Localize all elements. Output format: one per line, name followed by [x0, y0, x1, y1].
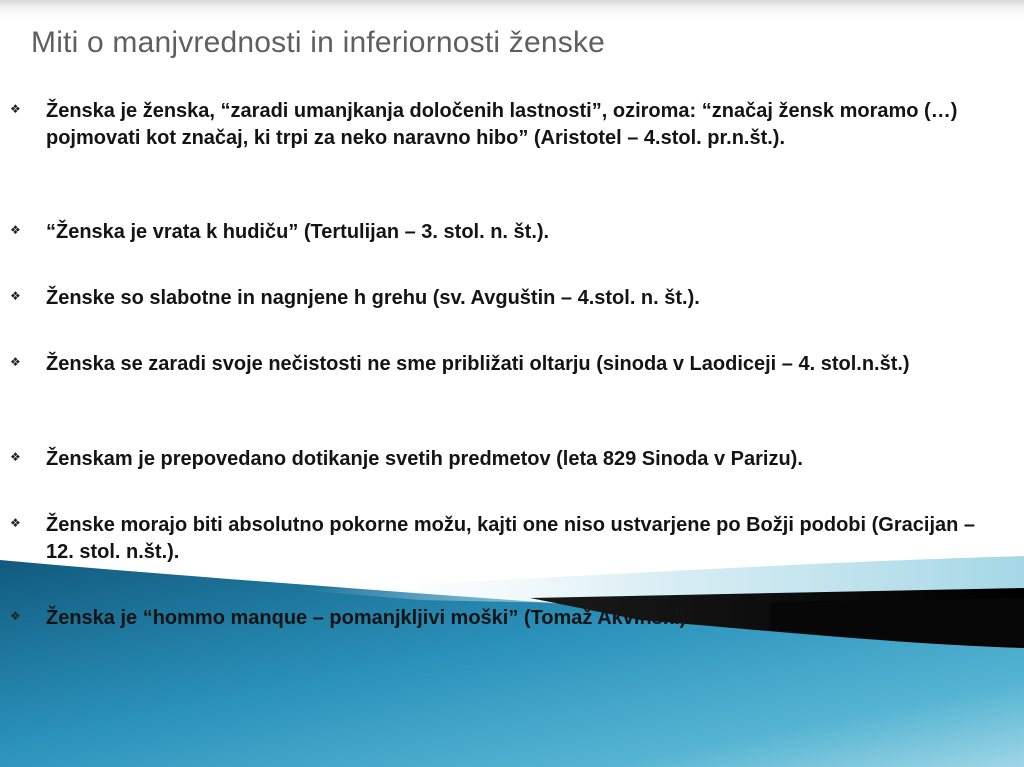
bullet-text: Ženska je “hommo manque – pomanjkljivi moški” (Tomaž Akvinski).	[46, 607, 692, 629]
bullet-item-3	[10, 285, 996, 312]
diamond-dots-icon: ❖	[10, 450, 21, 464]
bullet-text: Ženska se zaradi svoje nečistosti ne sme približati oltarju (sinoda v Laodiceji – 4. stol.n.št.)	[46, 353, 910, 375]
bullet-text: Ženske morajo biti absolutno pokorne možu, kajti one niso ustvarjene po Božji podobi (Gracijan – 12. stol. n.št.).	[46, 514, 976, 563]
bullet-item-1	[10, 98, 996, 152]
slide-title: Miti o manjvrednosti in inferiornosti ženske	[31, 26, 606, 59]
diamond-dots-icon: ❖	[10, 609, 21, 623]
bullet-text: Ženskam je prepovedano dotikanje svetih predmetov (leta 829 Sinoda v Parizu).	[46, 448, 803, 470]
diamond-dots-icon: ❖	[10, 102, 21, 116]
bullet-text: Ženska je ženska, “zaradi umanjkanja določenih lastnosti”, oziroma: “značaj žensk moramo (…) pojmovati kot značaj, ki trpi za neko naravno hibo” (Aristotel – 4.stol. pr.n.št.).	[46, 100, 958, 149]
diamond-dots-icon: ❖	[10, 516, 21, 530]
diamond-dots-icon: ❖	[10, 289, 21, 303]
bullet-item-5	[10, 446, 996, 473]
bullet-item-6	[10, 512, 996, 566]
bullet-item-4	[10, 351, 996, 378]
bullet-text: Ženske so slabotne in nagnjene h grehu (sv. Avguštin – 4.stol. n. št.).	[46, 287, 700, 309]
bullet-text: “Ženska je vrata k hudiču” (Tertulijan – 3. stol. n. št.).	[46, 221, 550, 243]
diamond-dots-icon: ❖	[10, 355, 21, 369]
bullet-item-2	[10, 219, 996, 246]
bullet-item-7	[10, 605, 996, 632]
diamond-dots-icon: ❖	[10, 223, 21, 237]
